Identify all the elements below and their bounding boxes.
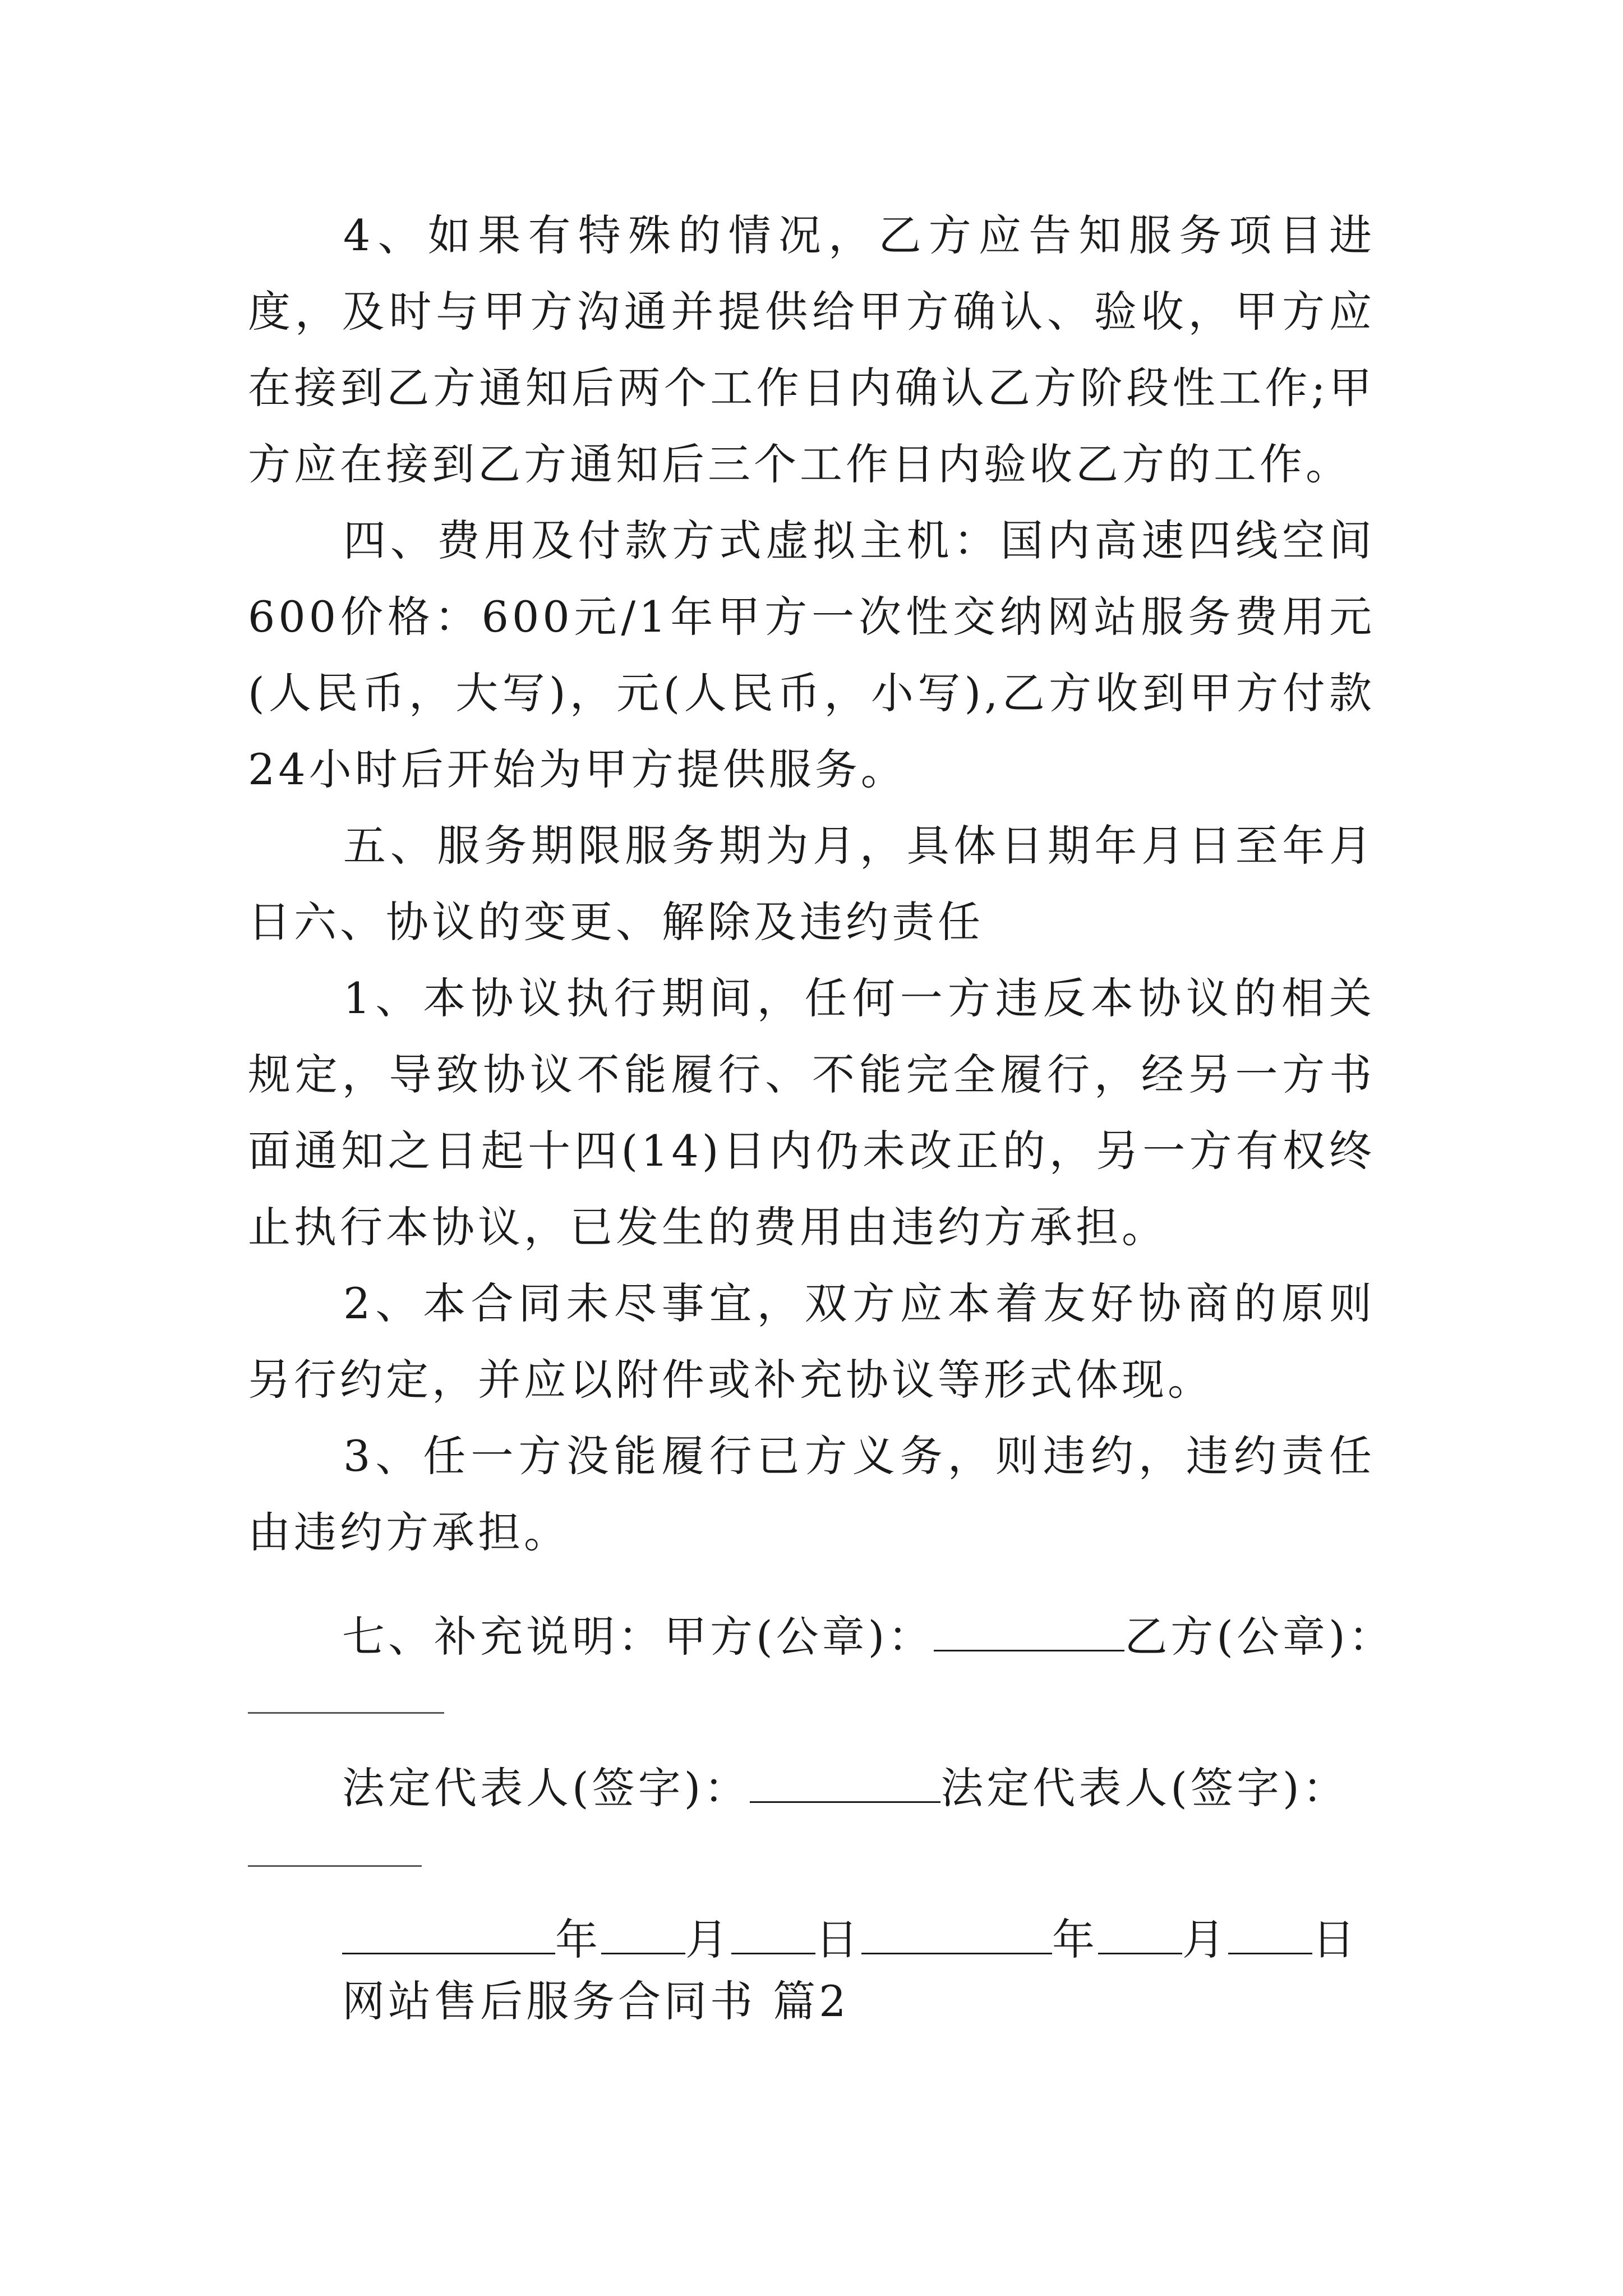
date-blank-year-b bbox=[861, 1913, 1052, 1954]
seal-blank-party-a bbox=[934, 1611, 1124, 1651]
date-year-b: 年 bbox=[1052, 1915, 1098, 1964]
date-blank-month-a bbox=[601, 1913, 685, 1954]
representative-line bbox=[342, 1750, 1349, 1826]
paragraph-fees-payment: 四、费用及付款方式虚拟主机：国内高速四线空间600价格：600元/1年甲方一次性交纳网站服务费用元(人民币，大写)，元(人民币，小写),乙方收到甲方付款24小时后开始为甲方提供服务。 bbox=[248, 516, 1375, 794]
date-month-a: 月 bbox=[685, 1915, 731, 1964]
paragraph-service-term: 五、服务期限服务期为月，具体日期年月日至年月日六、协议的变更、解除及违约责任 bbox=[248, 821, 1375, 947]
rep-label-party-b: 法定代表人(签字)： bbox=[940, 1763, 1349, 1813]
date-year-a: 年 bbox=[555, 1915, 601, 1964]
date-blank-day-b bbox=[1228, 1913, 1312, 1954]
seal-label-party-b: 乙方(公章)： bbox=[1124, 1612, 1395, 1662]
paragraph-breach-3: 3、任一方没能履行已方义务，则违约，违约责任由违约方承担。 bbox=[248, 1431, 1375, 1557]
date-day-b: 日 bbox=[1312, 1915, 1358, 1964]
date-day-a: 日 bbox=[815, 1915, 861, 1964]
date-blank-year-a bbox=[342, 1913, 555, 1954]
seal-label-party-a: 七、补充说明：甲方(公章)： bbox=[342, 1612, 934, 1662]
rep-label-party-a: 法定代表人(签字)： bbox=[342, 1763, 750, 1813]
seal-line bbox=[342, 1599, 1395, 1675]
rep-blank-party-b-continued bbox=[248, 1865, 422, 1867]
rep-blank-party-a bbox=[750, 1762, 940, 1803]
contract-body bbox=[248, 197, 1375, 1571]
paragraph-breach-1: 1、本协议执行期间，任何一方违反本协议的相关规定，导致协议不能履行、不能完全履行，经另一方书面通知之日起十四(14)日内仍未改正的，另一方有权终止执行本协议，已发生的费用由违约方承担。 bbox=[248, 973, 1375, 1252]
seal-blank-party-b-continued bbox=[248, 1712, 444, 1714]
paragraph-clause-4: 4、如果有特殊的情况，乙方应告知服务项目进度，及时与甲方沟通并提供给甲方确认、验收，甲方应在接到乙方通知后两个工作日内确认乙方阶段性工作;甲方应在接到乙方通知后三个工作日内验收乙方的工作。 bbox=[248, 210, 1375, 489]
date-month-b: 月 bbox=[1182, 1915, 1228, 1964]
date-blank-month-b bbox=[1098, 1913, 1182, 1954]
next-section-title: 网站售后服务合同书 篇2 bbox=[342, 1976, 850, 2026]
date-blank-day-a bbox=[731, 1913, 815, 1954]
paragraph-breach-2: 2、本合同未尽事宜，双方应本着友好协商的原则另行约定，并应以附件或补充协议等形式体现。 bbox=[248, 1278, 1375, 1405]
